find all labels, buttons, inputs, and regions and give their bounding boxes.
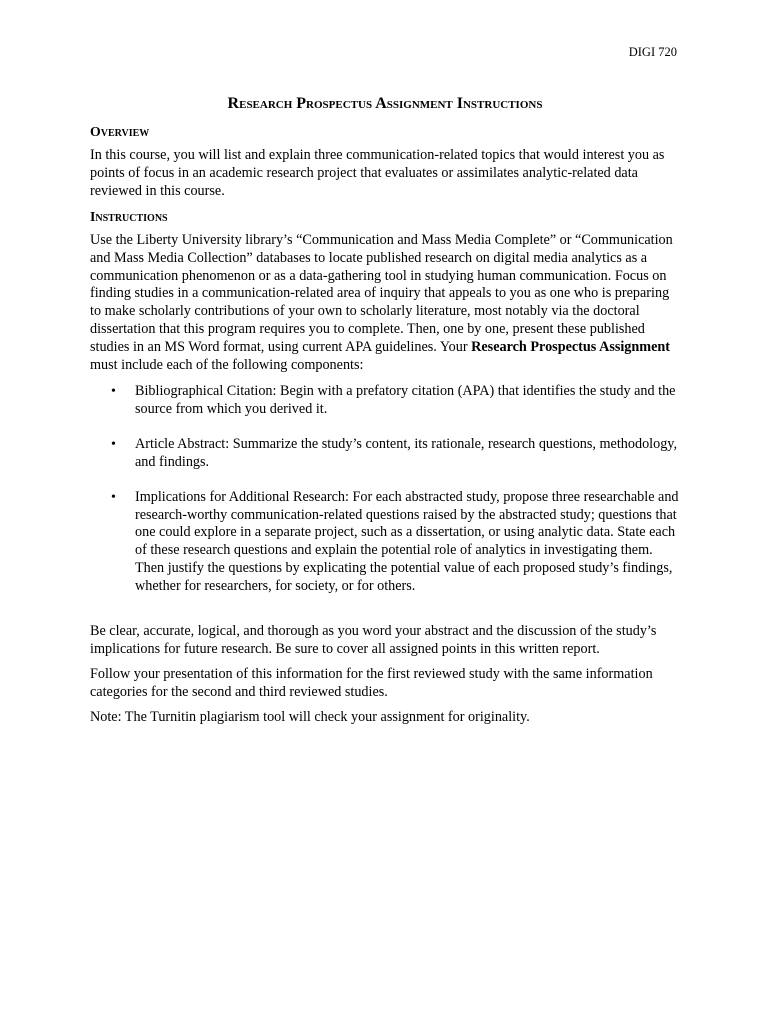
course-code: DIGI 720 [628,45,677,59]
bullet-icon: • [111,436,116,452]
instructions-heading: Instructions [90,208,168,224]
paragraph-spacer [90,613,680,623]
instructions-intro-tail: must include each of the following components: [90,357,364,374]
list-item-text: Implications for Additional Research: For each abstracted study, propose three researchable and research-worthy communication-related questions raised by the abstracted study; questions that one could explore in a separate project, such as a dissertation, or using analytic data. State each of these research questions and explain the potential role of analytics in investigating them. Then justify the questions by explicating the potential value of each proposed study’s findings, whether for researchers, for society, or for others. [135,488,679,595]
bullet-icon: • [111,383,116,399]
components-list [90,383,680,596]
list-item-text: Bibliographical Citation: Begin with a prefatory citation (APA) that identifies the study and the source from which you derived it. [135,382,676,417]
overview-paragraph: In this course, you will list and explain three communication-related topics that would interest you as points of focus in an academic research project that evaluates or assimilates analytic-related data reviewed in this course. [90,147,665,199]
list-item [90,489,680,596]
document-title: Research Prospectus Assignment Instructions [227,95,543,112]
bullet-icon: • [111,489,116,505]
closing-paragraph: Be clear, accurate, logical, and thorough as you word your abstract and the discussion of the study’s implications for future research. Be sure to cover all assigned points in this written report. [90,623,657,657]
list-item [90,436,680,472]
instructions-paragraph [90,232,680,375]
closing-paragraph: Follow your presentation of this information for the first reviewed study with the same information categories for the second and third reviewed studies. [90,665,653,700]
document-body [90,94,680,734]
assignment-name-bold: Research Prospectus Assignment [471,339,671,356]
list-item-text: Article Abstract: Summarize the study’s content, its rationale, research questions, methodology, and findings. [135,435,678,470]
instructions-intro-text: Use the Liberty University library’s “Communication and Mass Media Complete” or “Communication and Mass Media Collection” databases to locate published research on digital media analytics as a communication phenomenon or as a data-gathering tool in studying human communication. Focus on finding studies in a communication-related area of inquiry that appeals to you as one who is preparing to make scholarly contributions of your own to scholarly literature, most notably via the doctoral dissertation that this program requires you to complete. Then, one by one, present these published studies in an MS Word format, using current APA guidelines. Your [90,231,673,356]
list-item [90,383,680,419]
overview-heading: Overview [90,124,150,139]
closing-paragraph: Note: The Turnitin plagiarism tool will check your assignment for originality. [90,708,530,725]
